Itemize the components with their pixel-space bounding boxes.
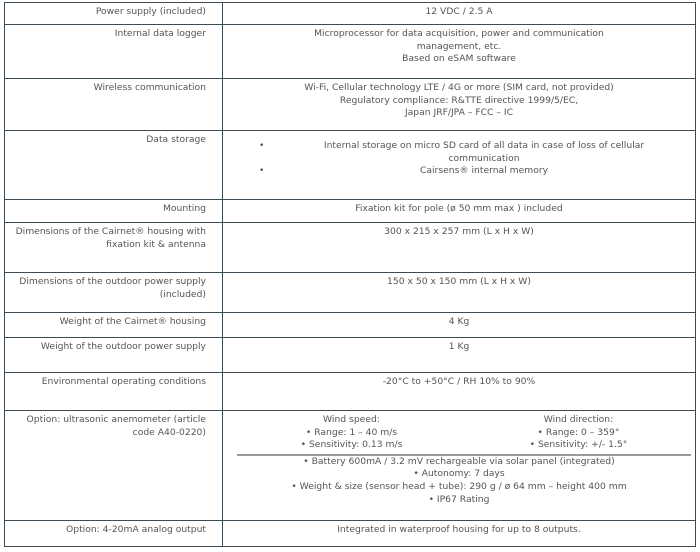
value-line: management, etc. (416, 40, 502, 52)
value-line: • Range: 0 – 359° (537, 426, 620, 438)
bullet-text: Cairsens® internal memory (419, 165, 549, 177)
spec-value (223, 25, 696, 79)
spec-value (223, 313, 696, 338)
wind-speed-block (301, 414, 403, 452)
spec-value (223, 131, 696, 200)
bullet-icon: • (259, 165, 265, 177)
spec-label: Option: ultrasonic anemometer (article code A40-0220) (5, 411, 223, 521)
table-row (5, 131, 696, 200)
value-line: Based on eSAM software (402, 53, 516, 65)
table-row (5, 373, 696, 411)
value-line: Microprocessor for data acquisition, power and communication (314, 28, 604, 39)
value-line: 1 Kg (448, 341, 470, 352)
table-row (5, 200, 696, 223)
value-line: Wi-Fi, Cellular technology LTE / 4G or more (SIM card, not provided) (304, 82, 614, 93)
value-line: 12 VDC / 2.5 A (425, 6, 493, 17)
value-line: • Sensitivity: +/- 1.5° (529, 439, 628, 451)
spec-value (223, 200, 696, 223)
value-line: • Sensitivity: 0.13 m/s (300, 439, 403, 451)
value-line: Japan JRF/JPA – FCC – IC (404, 107, 514, 119)
value-line: Fixation kit for pole (ø 50 mm max ) included (355, 203, 563, 214)
value-line: Wind direction: (543, 414, 614, 425)
table-row (5, 223, 696, 273)
spec-value (223, 373, 696, 411)
spec-label: Data storage (5, 131, 223, 200)
value-line: • Battery 600mA / 3.2 mV rechargeable via solar panel (integrated) (303, 455, 615, 467)
table-row (5, 79, 696, 131)
spec-value (223, 223, 696, 273)
spec-table (4, 2, 696, 547)
spec-label: Weight of the Cairnet® housing (5, 313, 223, 338)
spec-label: Wireless communication (5, 79, 223, 131)
table-row (5, 313, 696, 338)
table-row (5, 338, 696, 373)
spec-label: Weight of the outdoor power supply (5, 338, 223, 373)
spec-value (223, 3, 696, 25)
value-line: Wind speed: (323, 414, 380, 425)
value-line: • Range: 1 – 40 m/s (305, 426, 398, 438)
value-line: 4 Kg (448, 316, 470, 327)
table-row (5, 25, 696, 79)
table-row (5, 521, 696, 547)
spec-value (223, 79, 696, 131)
spec-label: Power supply (included) (5, 3, 223, 25)
table-row (5, 273, 696, 313)
value-line: • Weight & size (sensor head + tube): 290 g / ø 64 mm – height 400 mm (291, 480, 627, 492)
spec-label: Option: 4-20mA analog output (5, 521, 223, 547)
value-line: Integrated in waterproof housing for up to 8 outputs. (337, 524, 581, 535)
value-line: 150 x 50 x 150 mm (L x H x W) (387, 276, 531, 287)
bullet-text: Internal storage on micro SD card of all data in case of loss of cellular communication (323, 140, 645, 164)
spec-label: Mounting (5, 200, 223, 223)
spec-value (223, 411, 696, 521)
spec-value (223, 338, 696, 373)
wind-direction-block (530, 414, 628, 452)
spec-label: Dimensions of the outdoor power supply (included) (5, 273, 223, 313)
value-line: -20°C to +50°C / RH 10% to 90% (382, 376, 536, 387)
spec-value (223, 273, 696, 313)
table-row (5, 3, 696, 25)
spec-value (223, 521, 696, 547)
table-row (5, 411, 696, 521)
value-line: Regulatory compliance: R&TTE directive 1999/5/EC, (339, 94, 579, 106)
value-line: 300 x 215 x 257 mm (L x H x W) (384, 226, 534, 237)
spec-label: Environmental operating conditions (5, 373, 223, 411)
bullet-icon: • (259, 140, 265, 151)
spec-label: Dimensions of the Cairnet® housing with fixation kit & antenna (5, 223, 223, 273)
value-line: • IP67 Rating (428, 493, 490, 505)
value-line: • Autonomy: 7 days (413, 468, 505, 480)
spec-label: Internal data logger (5, 25, 223, 79)
